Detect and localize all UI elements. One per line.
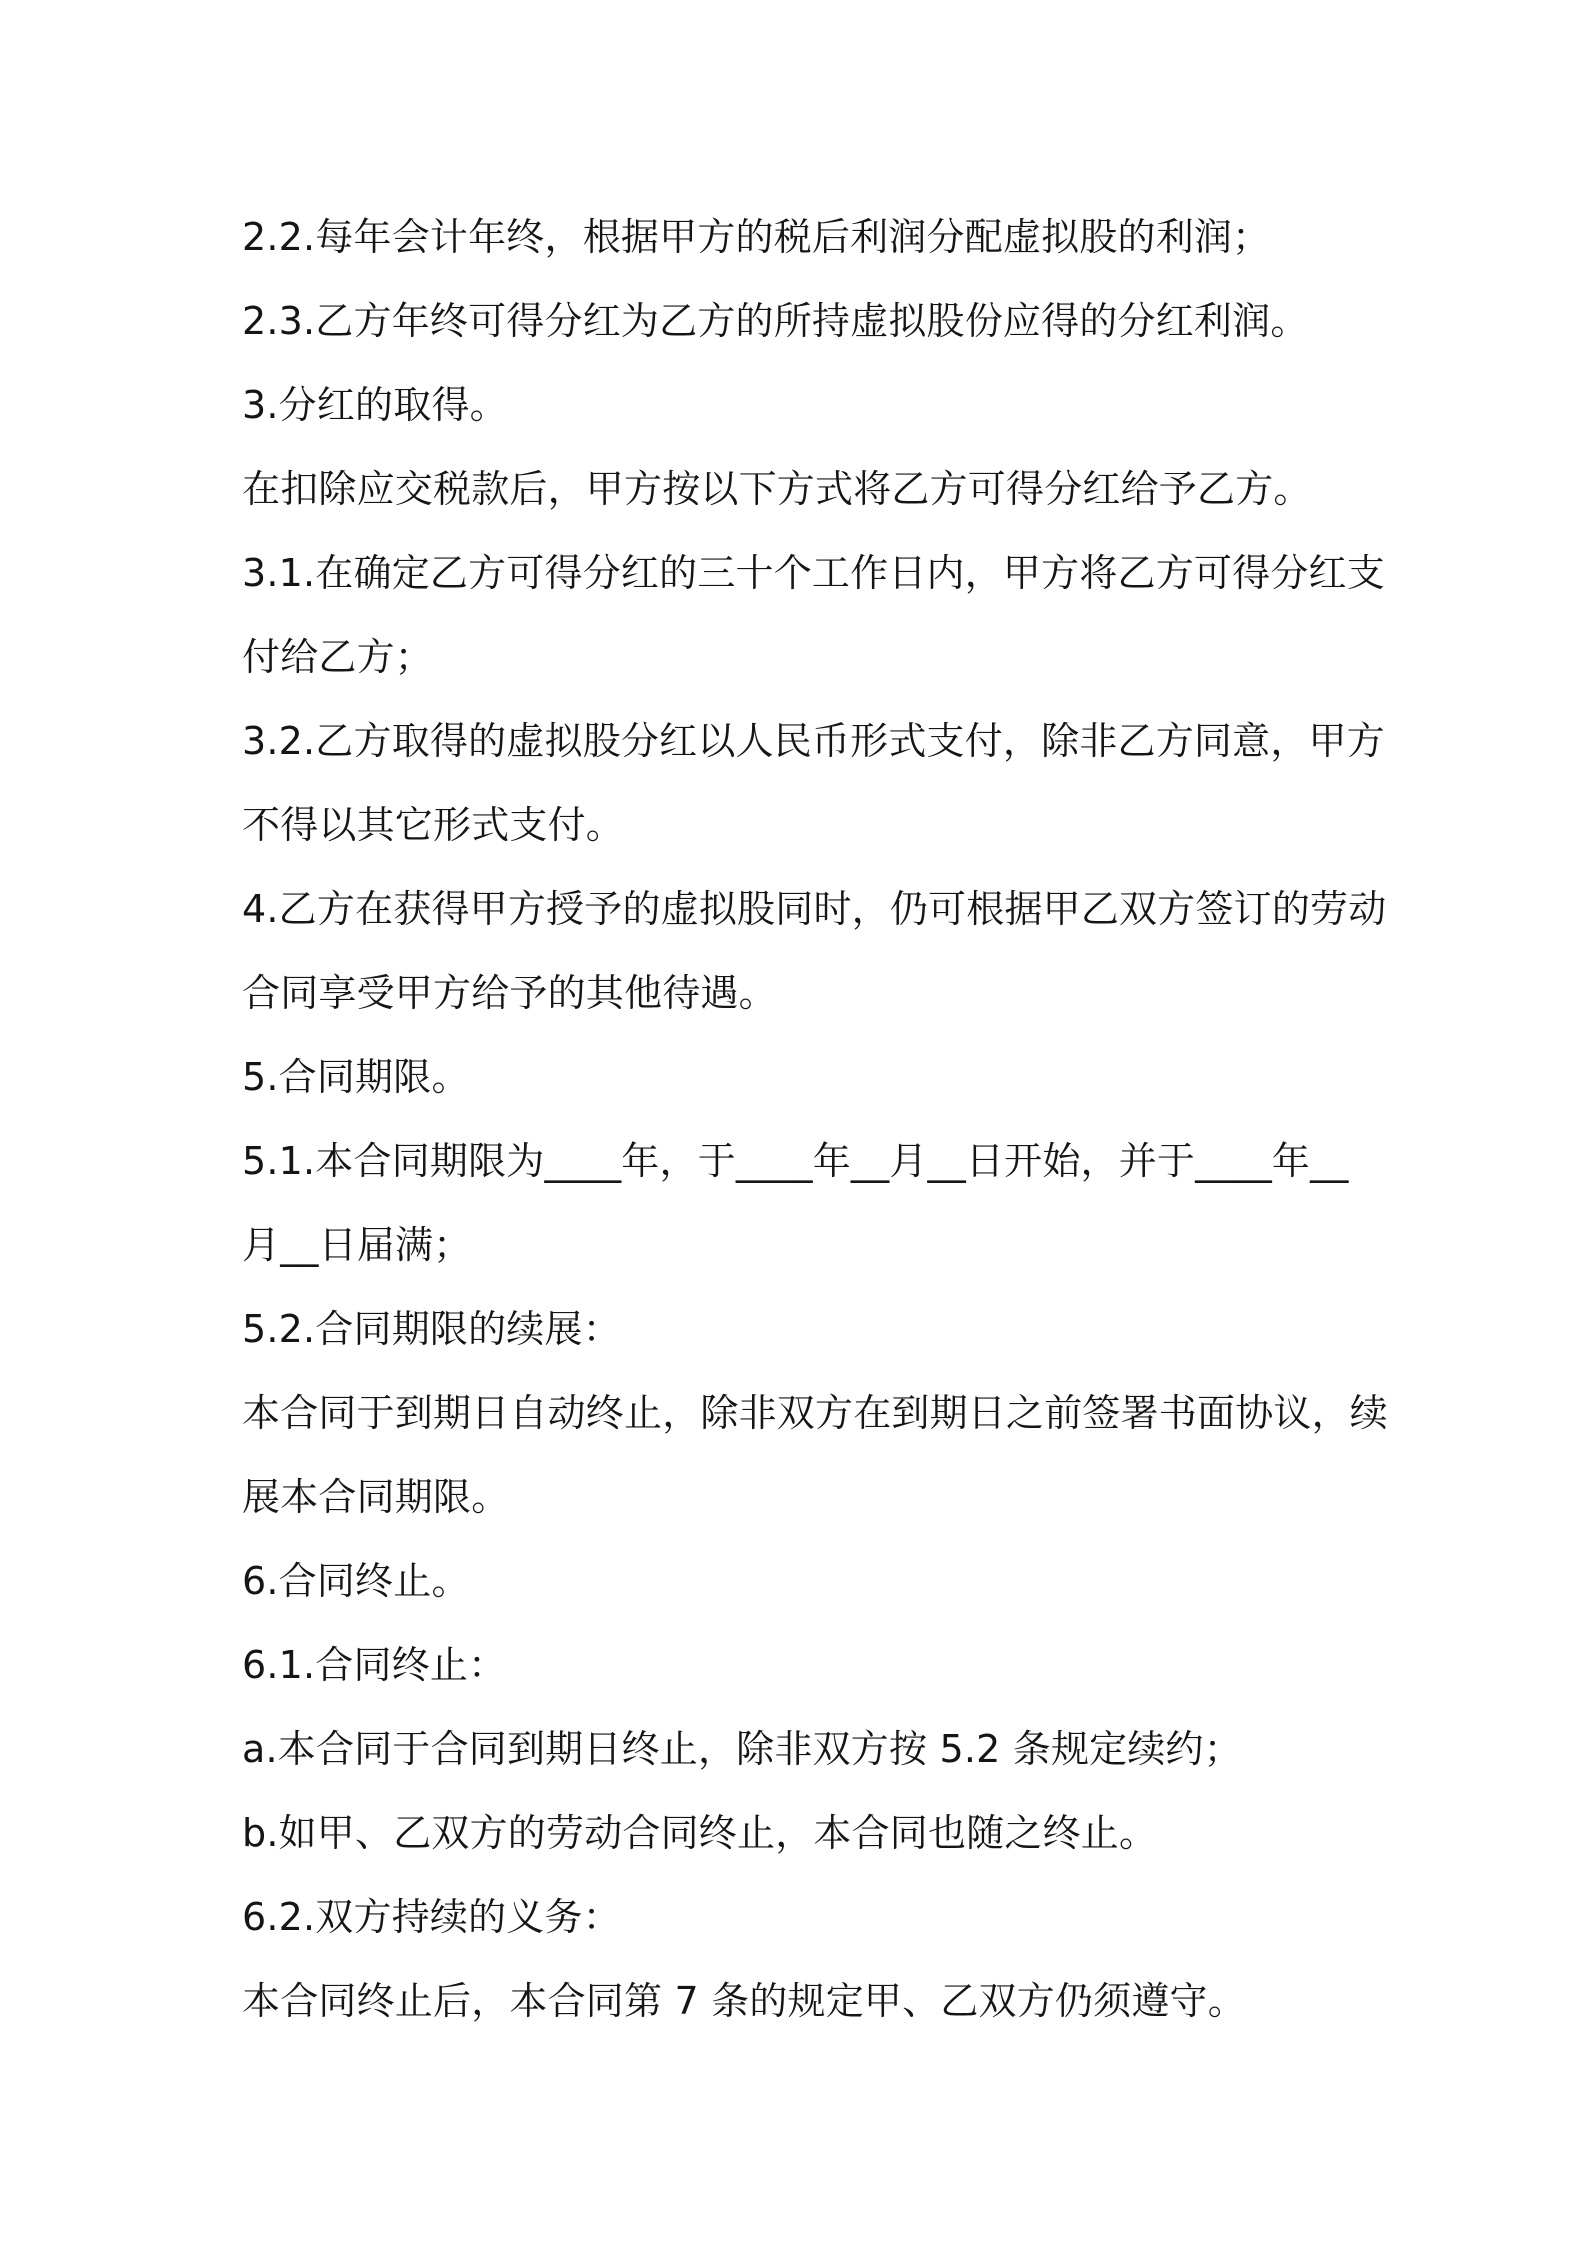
- text-line: 月__日届满；: [242, 1223, 472, 1267]
- text-line: 5.1.本合同期限为____年，于____年__月__日开始，并于____年__: [242, 1139, 1349, 1183]
- section-heading: 6.合同终止。: [242, 1559, 470, 1603]
- text-line: 付给乙方；: [242, 635, 434, 679]
- list-item: a.本合同于合同到期日终止，除非双方按 5.2 条规定续约；: [242, 1727, 1242, 1771]
- text-line: 3.2.乙方取得的虚拟股分红以人民币形式支付，除非乙方同意，甲方: [242, 719, 1385, 763]
- subsection-heading: 5.2.合同期限的续展：: [242, 1307, 621, 1351]
- document-body: [242, 195, 1389, 2043]
- section-heading: 3.分红的取得。: [242, 383, 508, 427]
- text-line: 4.乙方在获得甲方授予的虚拟股同时，仍可根据甲乙双方签订的劳动: [242, 887, 1387, 931]
- subsection-heading: 6.1.合同终止：: [242, 1643, 507, 1687]
- text-line: 本合同于到期日自动终止，除非双方在到期日之前签署书面协议，续: [242, 1391, 1389, 1435]
- list-item: b.如甲、乙双方的劳动合同终止，本合同也随之终止。: [242, 1811, 1158, 1855]
- text-line: 展本合同期限。: [242, 1475, 510, 1519]
- text-line: 合同享受甲方给予的其他待遇。: [242, 971, 777, 1015]
- text-line: 在扣除应交税款后，甲方按以下方式将乙方可得分红给予乙方。: [242, 467, 1312, 511]
- section-heading: 5.合同期限。: [242, 1055, 470, 1099]
- text-line: 3.1.在确定乙方可得分红的三十个工作日内，甲方将乙方可得分红支: [242, 551, 1385, 595]
- text-line: 本合同终止后，本合同第 7 条的规定甲、乙双方仍须遵守。: [242, 1979, 1246, 2023]
- text-line: 2.3.乙方年终可得分红为乙方的所持虚拟股份应得的分红利润。: [242, 299, 1309, 343]
- text-line: 不得以其它形式支付。: [242, 803, 625, 847]
- text-line: 2.2.每年会计年终，根据甲方的税后利润分配虚拟股的利润；: [242, 215, 1271, 259]
- subsection-heading: 6.2.双方持续的义务：: [242, 1895, 621, 1939]
